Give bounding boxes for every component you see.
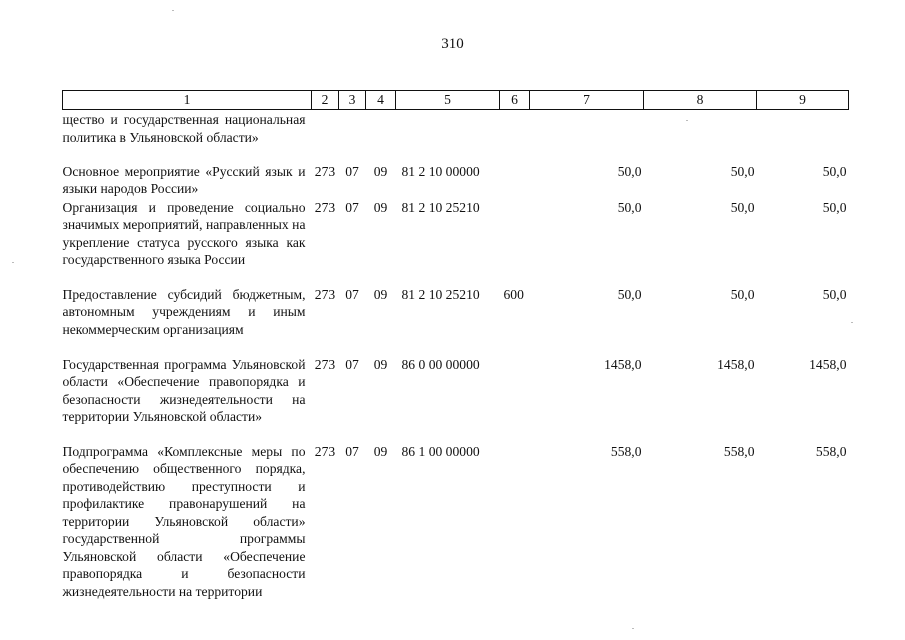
cell-expense-type (500, 442, 530, 601)
cell-admin: 273 (314, 443, 336, 459)
header-col-6: 6 (500, 91, 530, 110)
header-col-8: 8 (644, 91, 757, 110)
cell-amount-8: 50,0 (730, 286, 755, 302)
table-row (63, 442, 849, 601)
cell-amount-7: 50,0 (617, 286, 642, 302)
scan-speck (686, 120, 688, 121)
table-row (63, 198, 849, 285)
cell-amount-8: 1458,0 (717, 356, 755, 372)
cell-expense-type (500, 198, 530, 285)
scan-speck (632, 628, 634, 629)
cell-section (339, 110, 366, 162)
row-name: Предоставление субсидий бюджетным, автономным учреждениям и иным некоммерческим организациям (62, 286, 306, 337)
cell-amount-9 (757, 110, 849, 162)
cell-subsection: 09 (373, 443, 388, 459)
cell-admin (312, 110, 339, 162)
table-row (63, 355, 849, 442)
cell-amount-8: 50,0 (730, 199, 755, 215)
cell-target-article: 86 0 00 00000 (401, 356, 480, 372)
cell-subsection: 09 (373, 163, 388, 179)
cell-amount-9: 50,0 (822, 199, 847, 215)
scan-speck (172, 10, 174, 11)
cell-target-article: 81 2 10 25210 (401, 199, 480, 215)
cell-amount-9: 50,0 (822, 286, 847, 302)
row-name: щество и государственная национальная политика в Ульяновской области» (62, 112, 306, 145)
cell-amount-7: 50,0 (617, 199, 642, 215)
cell-admin: 273 (314, 356, 336, 372)
cell-subsection: 09 (373, 199, 388, 215)
header-col-1: 1 (63, 91, 312, 110)
cell-amount-9: 558,0 (815, 443, 847, 459)
cell-target-article (396, 110, 500, 162)
cell-section: 07 (345, 199, 359, 215)
cell-amount-8: 50,0 (730, 163, 755, 179)
budget-table (62, 90, 849, 600)
cell-subsection (366, 110, 396, 162)
row-name: Организация и проведение социально значимых мероприятий, направленных на укрепление статуса русского языка как государственного языка России (62, 199, 306, 267)
cell-amount-7 (530, 110, 644, 162)
table-row (63, 285, 849, 355)
cell-amount-8 (644, 110, 757, 162)
cell-target-article: 81 2 10 25210 (401, 286, 480, 302)
table-body (63, 110, 849, 601)
cell-target-article: 81 2 10 00000 (401, 163, 480, 179)
cell-section: 07 (345, 356, 359, 372)
header-col-4: 4 (366, 91, 396, 110)
cell-amount-7: 1458,0 (604, 356, 642, 372)
cell-amount-9: 50,0 (822, 163, 847, 179)
scan-speck (12, 262, 14, 263)
header-col-3: 3 (339, 91, 366, 110)
cell-admin: 273 (314, 163, 336, 179)
row-name: Основное мероприятие «Русский язык и языки народов России» (62, 163, 306, 196)
cell-expense-type (500, 355, 530, 442)
table-row (63, 162, 849, 198)
header-col-5: 5 (396, 91, 500, 110)
page-number: 310 (441, 36, 464, 52)
header-col-7: 7 (530, 91, 644, 110)
row-name: Подпрограмма «Комплексные меры по обеспечению общественного порядка, противодействию преступности и профилактике правонарушений на территории Ульяновской области» государственной программы Ульяновской области «Обеспечение правопорядка и безопасности жизнедеятельности на территории (62, 443, 306, 599)
cell-amount-7: 558,0 (610, 443, 642, 459)
cell-amount-7: 50,0 (617, 163, 642, 179)
cell-expense-type: 600 (503, 286, 524, 302)
table-row (63, 110, 849, 162)
cell-admin: 273 (314, 199, 336, 215)
cell-section: 07 (345, 286, 359, 302)
cell-amount-9: 1458,0 (809, 356, 847, 372)
cell-section: 07 (345, 443, 359, 459)
cell-subsection: 09 (373, 356, 388, 372)
cell-section: 07 (345, 163, 359, 179)
header-row (63, 91, 849, 110)
table-header (63, 91, 849, 110)
cell-expense-type (500, 162, 530, 198)
cell-amount-8: 558,0 (723, 443, 755, 459)
cell-target-article: 86 1 00 00000 (401, 443, 480, 459)
row-name: Государственная программа Ульяновской области «Обеспечение правопорядка и безопасности жизнедеятельности на территории Ульяновской области» (62, 356, 306, 424)
cell-admin: 273 (314, 286, 336, 302)
header-col-9: 9 (757, 91, 849, 110)
cell-expense-type (500, 110, 530, 162)
cell-subsection: 09 (373, 286, 388, 302)
header-col-2: 2 (312, 91, 339, 110)
scan-speck (851, 322, 853, 323)
